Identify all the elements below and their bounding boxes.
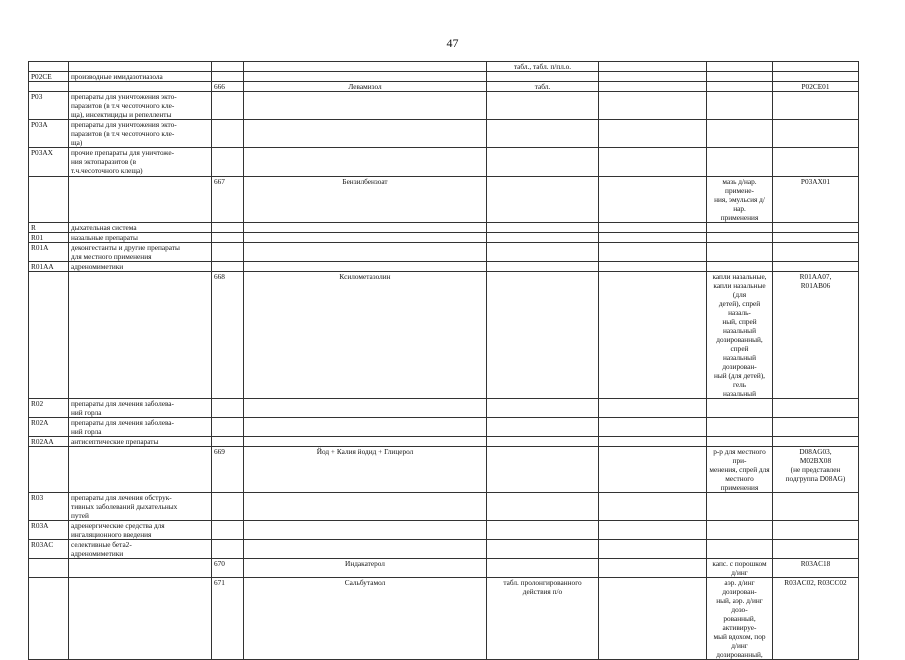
dosage-form bbox=[487, 437, 599, 447]
atc-group-code: R02A bbox=[29, 418, 69, 437]
atc-group-code bbox=[29, 82, 69, 92]
atc-group-name bbox=[69, 559, 212, 578]
drug-name bbox=[244, 223, 487, 233]
table-row bbox=[29, 92, 859, 120]
atc-group-code: R01A bbox=[29, 243, 69, 262]
dosage-form-alt bbox=[707, 92, 773, 120]
table-row bbox=[29, 521, 859, 540]
drug-name: Йод + Калия йодид + Глицерол bbox=[244, 447, 487, 493]
atc-group-name: производные имидазотиазола bbox=[69, 72, 212, 82]
atc-group-code: P02CE bbox=[29, 72, 69, 82]
atc-group-name bbox=[69, 272, 212, 399]
atc-code bbox=[773, 418, 859, 437]
dosage-form bbox=[487, 399, 599, 418]
atc-code bbox=[773, 399, 859, 418]
table-row bbox=[29, 223, 859, 233]
dosage-form bbox=[487, 447, 599, 493]
atc-group-name bbox=[69, 177, 212, 223]
atc-code bbox=[773, 521, 859, 540]
row-number bbox=[212, 223, 244, 233]
row-number: 667 bbox=[212, 177, 244, 223]
atc-code bbox=[773, 233, 859, 243]
empty-cell bbox=[599, 447, 707, 493]
atc-group-name: адренергические средства для ингаляционного введения bbox=[69, 521, 212, 540]
atc-group-code: R02AA bbox=[29, 437, 69, 447]
table-row bbox=[29, 540, 859, 559]
empty-cell bbox=[599, 177, 707, 223]
dosage-form-alt: мазь д/нар. примене- ния, эмульсия д/нар. применения bbox=[707, 177, 773, 223]
table-row bbox=[29, 148, 859, 177]
table-row bbox=[29, 233, 859, 243]
row-number bbox=[212, 262, 244, 272]
dosage-form-alt: аэр. д/инг дозирован- ный, аэр. д/инг дозо- рованный, активируе- мый вдохом, пор д/инг дозированный, bbox=[707, 578, 773, 660]
row-number: 666 bbox=[212, 82, 244, 92]
atc-group-name: антисептические препараты bbox=[69, 437, 212, 447]
row-number bbox=[212, 243, 244, 262]
drug-name bbox=[244, 399, 487, 418]
drug-name bbox=[244, 262, 487, 272]
atc-group-name: дыхательная система bbox=[69, 223, 212, 233]
row-number: 670 bbox=[212, 559, 244, 578]
table-row bbox=[29, 493, 859, 521]
dosage-form-alt bbox=[707, 72, 773, 82]
row-number: 671 bbox=[212, 578, 244, 660]
atc-group-code bbox=[29, 62, 69, 72]
dosage-form bbox=[487, 418, 599, 437]
row-number bbox=[212, 120, 244, 148]
empty-cell bbox=[599, 418, 707, 437]
drug-name: Индакатерол bbox=[244, 559, 487, 578]
dosage-form: табл., табл. п/пл.о. bbox=[487, 62, 599, 72]
atc-group-code bbox=[29, 559, 69, 578]
table-row bbox=[29, 418, 859, 437]
atc-group-name: деконгестанты и другие препараты для местного применения bbox=[69, 243, 212, 262]
dosage-form-alt bbox=[707, 418, 773, 437]
drug-name: Левамизол bbox=[244, 82, 487, 92]
atc-group-code: R03 bbox=[29, 493, 69, 521]
atc-code: D08AG03, M02BX08 (не представлен подгруппа D08AG) bbox=[773, 447, 859, 493]
drug-name bbox=[244, 62, 487, 72]
atc-group-name bbox=[69, 578, 212, 660]
atc-code bbox=[773, 243, 859, 262]
table-row bbox=[29, 399, 859, 418]
empty-cell bbox=[599, 92, 707, 120]
atc-group-name: препараты для лечения заболева- ний горла bbox=[69, 399, 212, 418]
dosage-form-alt bbox=[707, 148, 773, 177]
drug-name: Бензилбензоат bbox=[244, 177, 487, 223]
drug-name bbox=[244, 521, 487, 540]
atc-group-code: R01AA bbox=[29, 262, 69, 272]
drug-name bbox=[244, 418, 487, 437]
row-number: 668 bbox=[212, 272, 244, 399]
atc-group-name: прочие препараты для уничтоже- ния эктопаразитов (в т.ч.чесоточного клеща) bbox=[69, 148, 212, 177]
dosage-form-alt bbox=[707, 437, 773, 447]
row-number bbox=[212, 72, 244, 82]
atc-group-name: препараты для уничтожения экто- паразитов (в т.ч чесоточного кле- ща) bbox=[69, 120, 212, 148]
empty-cell bbox=[599, 82, 707, 92]
atc-group-code: R03AC bbox=[29, 540, 69, 559]
row-number bbox=[212, 92, 244, 120]
atc-code bbox=[773, 92, 859, 120]
empty-cell bbox=[599, 148, 707, 177]
table-row bbox=[29, 262, 859, 272]
row-number bbox=[212, 540, 244, 559]
dosage-form-alt bbox=[707, 493, 773, 521]
dosage-form: табл. пролонгированного действия п/о bbox=[487, 578, 599, 660]
empty-cell bbox=[599, 120, 707, 148]
dosage-form-alt bbox=[707, 223, 773, 233]
atc-group-code: P03A bbox=[29, 120, 69, 148]
table-row bbox=[29, 243, 859, 262]
empty-cell bbox=[599, 233, 707, 243]
empty-cell bbox=[599, 223, 707, 233]
dosage-form bbox=[487, 262, 599, 272]
atc-group-name: препараты для лечения заболева- ний горла bbox=[69, 418, 212, 437]
atc-group-code: P03AX bbox=[29, 148, 69, 177]
table-row bbox=[29, 177, 859, 223]
empty-cell bbox=[599, 437, 707, 447]
table-row bbox=[29, 62, 859, 72]
atc-code bbox=[773, 540, 859, 559]
row-number bbox=[212, 437, 244, 447]
atc-group-code: R03A bbox=[29, 521, 69, 540]
atc-code bbox=[773, 120, 859, 148]
dosage-form-alt bbox=[707, 120, 773, 148]
drug-table bbox=[28, 61, 859, 660]
drug-name bbox=[244, 92, 487, 120]
drug-name bbox=[244, 120, 487, 148]
dosage-form-alt bbox=[707, 62, 773, 72]
dosage-form-alt bbox=[707, 243, 773, 262]
drug-name bbox=[244, 540, 487, 559]
table-row bbox=[29, 437, 859, 447]
atc-group-code: R01 bbox=[29, 233, 69, 243]
table-row bbox=[29, 120, 859, 148]
atc-group-name: препараты для лечения обструк- тивных заболеваний дыхательных путей bbox=[69, 493, 212, 521]
atc-code bbox=[773, 262, 859, 272]
row-number bbox=[212, 148, 244, 177]
dosage-form-alt bbox=[707, 82, 773, 92]
atc-group-name: адреномиметики bbox=[69, 262, 212, 272]
atc-code: P02CE01 bbox=[773, 82, 859, 92]
atc-group-name bbox=[69, 447, 212, 493]
atc-group-name: назальные препараты bbox=[69, 233, 212, 243]
row-number: 669 bbox=[212, 447, 244, 493]
row-number bbox=[212, 233, 244, 243]
dosage-form-alt: капли назальные, капли назальные (для детей), спрей назаль- ный, спрей назальный дозированный, спрей назальный дозирован- ный (для детей), гель назальный bbox=[707, 272, 773, 399]
dosage-form: табл. bbox=[487, 82, 599, 92]
dosage-form bbox=[487, 243, 599, 262]
dosage-form bbox=[487, 233, 599, 243]
dosage-form-alt bbox=[707, 262, 773, 272]
dosage-form bbox=[487, 120, 599, 148]
table-row bbox=[29, 559, 859, 578]
dosage-form bbox=[487, 177, 599, 223]
drug-name: Ксилометазолин bbox=[244, 272, 487, 399]
atc-group-code: P03 bbox=[29, 92, 69, 120]
atc-code bbox=[773, 148, 859, 177]
page-number: 47 bbox=[446, 36, 459, 50]
atc-group-code bbox=[29, 447, 69, 493]
atc-group-name: селективные бета2- адреномиметики bbox=[69, 540, 212, 559]
atc-code bbox=[773, 437, 859, 447]
empty-cell bbox=[599, 62, 707, 72]
row-number bbox=[212, 493, 244, 521]
dosage-form bbox=[487, 521, 599, 540]
dosage-form bbox=[487, 223, 599, 233]
empty-cell bbox=[599, 399, 707, 418]
empty-cell bbox=[599, 243, 707, 262]
row-number bbox=[212, 62, 244, 72]
atc-group-name bbox=[69, 82, 212, 92]
dosage-form-alt bbox=[707, 233, 773, 243]
dosage-form bbox=[487, 272, 599, 399]
dosage-form bbox=[487, 493, 599, 521]
atc-group-name: препараты для уничтожения экто- паразитов (в т.ч чесоточного кле- ща), инсектициды и репелленты bbox=[69, 92, 212, 120]
dosage-form bbox=[487, 72, 599, 82]
drug-name bbox=[244, 72, 487, 82]
dosage-form-alt bbox=[707, 521, 773, 540]
empty-cell bbox=[599, 262, 707, 272]
atc-code: P03AX01 bbox=[773, 177, 859, 223]
empty-cell bbox=[599, 72, 707, 82]
table-row bbox=[29, 82, 859, 92]
row-number bbox=[212, 399, 244, 418]
empty-cell bbox=[599, 578, 707, 660]
dosage-form bbox=[487, 540, 599, 559]
empty-cell bbox=[599, 272, 707, 399]
atc-group-code bbox=[29, 578, 69, 660]
atc-group-code bbox=[29, 272, 69, 399]
empty-cell bbox=[599, 540, 707, 559]
empty-cell bbox=[599, 493, 707, 521]
dosage-form bbox=[487, 559, 599, 578]
atc-code bbox=[773, 62, 859, 72]
atc-code bbox=[773, 72, 859, 82]
atc-group-code bbox=[29, 177, 69, 223]
atc-group-name bbox=[69, 62, 212, 72]
dosage-form-alt bbox=[707, 399, 773, 418]
dosage-form bbox=[487, 148, 599, 177]
empty-cell bbox=[599, 559, 707, 578]
atc-group-code: R02 bbox=[29, 399, 69, 418]
table-row bbox=[29, 72, 859, 82]
table-row bbox=[29, 578, 859, 660]
atc-group-code: R bbox=[29, 223, 69, 233]
atc-code bbox=[773, 223, 859, 233]
drug-name: Сальбутамол bbox=[244, 578, 487, 660]
atc-code bbox=[773, 493, 859, 521]
empty-cell bbox=[599, 521, 707, 540]
row-number bbox=[212, 418, 244, 437]
atc-code: R03AC18 bbox=[773, 559, 859, 578]
dosage-form-alt bbox=[707, 540, 773, 559]
atc-code: R03AC02, R03CC02 bbox=[773, 578, 859, 660]
drug-name bbox=[244, 493, 487, 521]
drug-name bbox=[244, 148, 487, 177]
table-row bbox=[29, 272, 859, 399]
dosage-form-alt: капс. с порошком д/инг bbox=[707, 559, 773, 578]
dosage-form bbox=[487, 92, 599, 120]
dosage-form-alt: р-р для местного при- менения, спрей для местного применения bbox=[707, 447, 773, 493]
table-row bbox=[29, 447, 859, 493]
drug-name bbox=[244, 437, 487, 447]
atc-code: R01AA07, R01AB06 bbox=[773, 272, 859, 399]
drug-name bbox=[244, 243, 487, 262]
drug-name bbox=[244, 233, 487, 243]
row-number bbox=[212, 521, 244, 540]
